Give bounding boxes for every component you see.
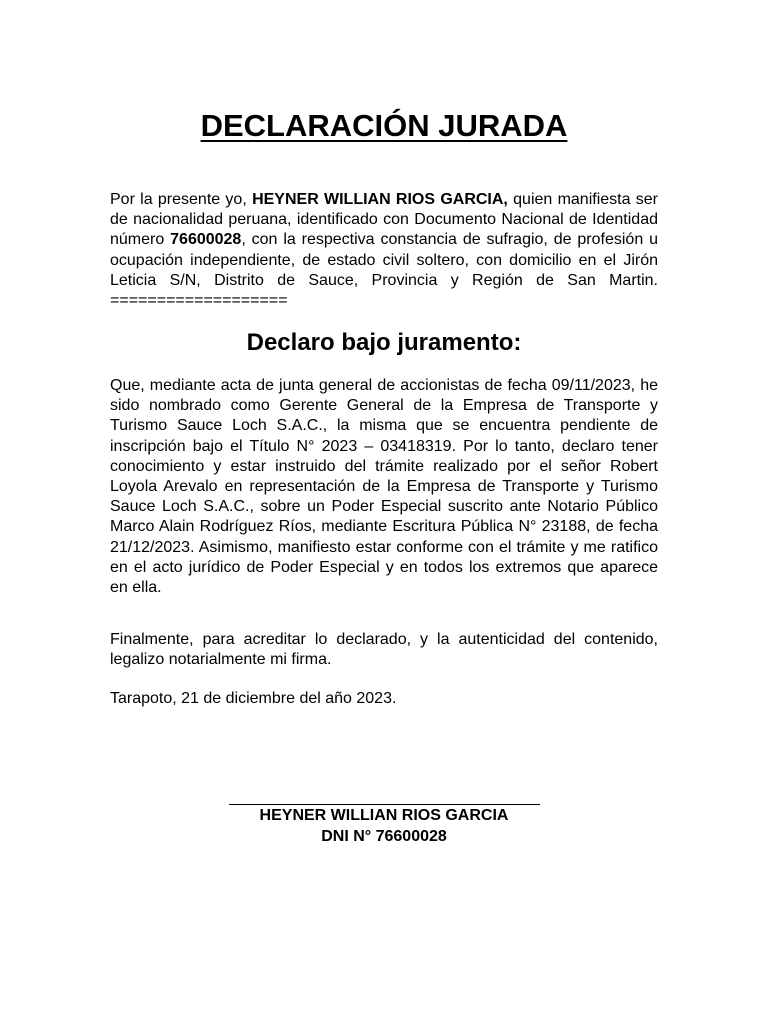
body-paragraph: Que, mediante acta de junta general de accionistas de fecha 09/11/2023, he sido nombrado como Gerente General de la Empresa de Transporte y Turismo Sauce Loch S.A.C., la misma que se encuentra pendiente de inscripción bajo el Título N° 2023 – 03418319. Por lo tanto, declaro tener conocimiento y estar instruido del trámite realizado por el señor Robert Loyola Arevalo en representación de la Empresa de Transporte y Turismo Sauce Loch S.A.C., sobre un Poder Especial suscrito ante Notario Público Marco Alain Rodríguez Ríos, mediante Escritura Pública N° 23188, de fecha 21/12/2023. Asimismo, manifiesto estar conforme con el trámite y me ratifico en el acto jurídico de Poder Especial y en todos los extremos que aparece en ella. [110,377,658,597]
document-title-text: DECLARACIÓN JURADA [200,108,568,143]
signature-name: HEYNER WILLIAN RIOS GARCIA [259,807,509,824]
intro-text-1: Por la presente yo, [110,191,253,208]
signature-dni: DNI N° 76600028 [321,828,447,845]
intro-text-3: , con la respectiva constancia de sufragio, de profesión u ocupación independiente, de estado civil soltero, con domicilio en el Jirón Leticia S/N, Distrito de Sauce, Provincia y Región de San Martin. =================== [110,231,659,310]
closing-paragraph: Finalmente, para acreditar lo declarado, y la autenticidad del contenido, legalizo notarialmente mi firma. [110,631,658,669]
intro-text-2: quien manifiesta ser de nacionalidad peruana, identificado con Documento Nacional de Identidad número [110,191,659,249]
intro-paragraph [110,190,658,311]
signature-line [229,804,540,805]
place-date: Tarapoto, 21 de diciembre del año 2023. [110,690,397,707]
declaration-subtitle: Declaro bajo juramento: [246,329,522,356]
document-title [0,106,768,146]
declarant-name: HEYNER WILLIAN RIOS GARCIA, [252,191,508,208]
declarant-dni: 76600028 [170,231,242,249]
